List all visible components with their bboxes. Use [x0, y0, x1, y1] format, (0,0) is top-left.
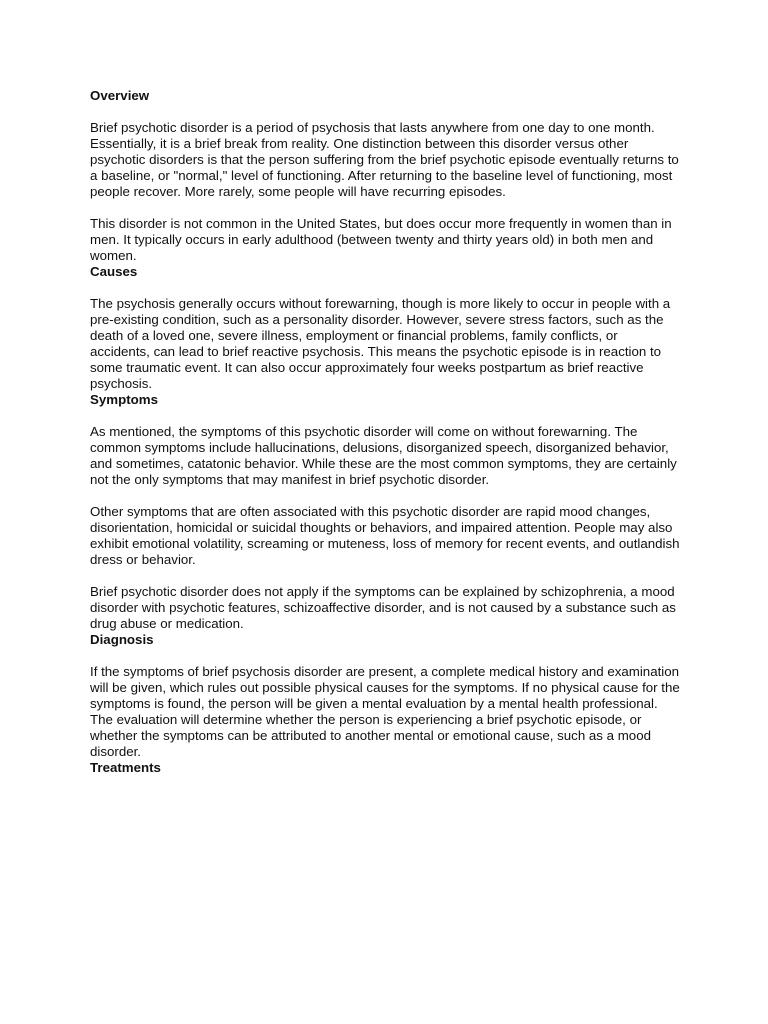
- paragraph: The psychosis generally occurs without forewarning, though is more likely to occur in people with a pre-existing condition, such as a personality disorder. However, severe stress factors, such as the death of a loved one, severe illness, employment or financial problems, family conflicts, or accidents, can lead to brief reactive psychosis. This means the psychotic episode is in reaction to some traumatic event. It can also occur approximately four weeks postpartum as brief reactive psychosis.: [90, 296, 671, 391]
- section-overview: [90, 88, 680, 264]
- section-treatments: [90, 760, 680, 776]
- paragraph: Other symptoms that are often associated with this psychotic disorder are rapid mood changes, disorientation, homicidal or suicidal thoughts or behaviors, and impaired attention. People may also exhibit emotional volatility, screaming or muteness, loss of memory for recent events, and outlandish dress or behavior.: [90, 504, 680, 567]
- paragraph: Brief psychotic disorder is a period of psychosis that lasts anywhere from one day to one month. Essentially, it is a brief break from reality. One distinction between this disorder versus other psychotic disorders is that the person suffering from the brief psychotic episode eventually returns to a baseline, or "normal," level of functioning. After returning to the baseline level of functioning, most people recover. More rarely, some people will have recurring episodes.: [90, 120, 679, 199]
- paragraph: Brief psychotic disorder does not apply if the symptoms can be explained by schizophrenia, a mood disorder with psychotic features, schizoaffective disorder, and is not caused by a substance such as drug abuse or medication.: [90, 584, 676, 631]
- section-heading: Treatments: [90, 760, 161, 775]
- section-heading: Diagnosis: [90, 632, 154, 647]
- paragraph: If the symptoms of brief psychosis disorder are present, a complete medical history and examination will be given, which rules out possible physical causes for the symptoms. If no physical cause for the symptoms is found, the person will be given a mental evaluation by a mental health professional. The evaluation will determine whether the person is experiencing a brief psychotic episode, or whether the symptoms can be attributed to another mental or emotional cause, such as a mood disorder.: [90, 664, 680, 759]
- section-heading: Symptoms: [90, 392, 158, 407]
- document-page: [90, 88, 680, 792]
- section-causes: [90, 264, 680, 392]
- section-heading: Overview: [90, 88, 150, 103]
- section-heading: Causes: [90, 264, 138, 279]
- paragraph: This disorder is not common in the United States, but does occur more frequently in women than in men. It typically occurs in early adulthood (between twenty and thirty years old) in both men and women.: [90, 216, 672, 263]
- paragraph: As mentioned, the symptoms of this psychotic disorder will come on without forewarning. The common symptoms include hallucinations, delusions, disorganized speech, disorganized behavior, and sometimes, catatonic behavior. While these are the most common symptoms, they are certainly not the only symptoms that may manifest in brief psychotic disorder.: [90, 424, 677, 487]
- section-diagnosis: [90, 632, 680, 760]
- section-symptoms: [90, 392, 680, 632]
